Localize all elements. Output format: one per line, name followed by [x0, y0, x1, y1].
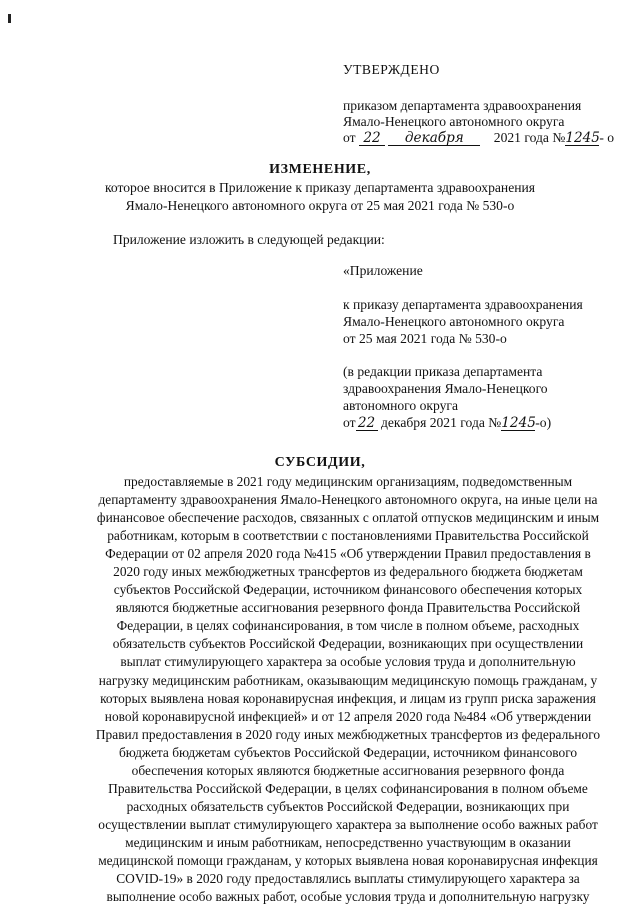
edition-line-1: (в редакции приказа департамента	[343, 364, 543, 379]
edition-date-line	[343, 415, 551, 431]
body-line: обязательств субъектов Российской Федерации, возникающих при осуществлении	[112, 636, 584, 652]
amendment-line-1: которое вносится в Приложение к приказу департамента здравоохранения	[104, 180, 536, 195]
body-line: бюджета бюджетам субъектов Российской Федерации, источником финансового	[118, 744, 578, 760]
edition-line-3: автономного округа	[343, 398, 459, 413]
edition-suffix: -о)	[535, 415, 552, 430]
edition-number-handwritten: 1245	[501, 415, 536, 431]
body-line: новой коронавирусной инфекцией» и от 12 апреля 2020 года №484 «Об утверждении	[104, 708, 592, 724]
approval-suffix: - о	[599, 130, 615, 145]
body-line: COVID-19» в 2020 году предоставлялись выплаты стимулирующего характера за	[116, 871, 580, 887]
approval-month-handwritten: декабря	[388, 131, 480, 146]
body-line: расходных обязательств субъектов Российской Федерации, возникающих при	[126, 798, 570, 814]
body-line: нагрузку медицинским работникам, оказывающим медицинскую помощь гражданам, у	[98, 672, 598, 688]
scan-mark	[8, 14, 11, 23]
edition-mid: декабря 2021 года №	[380, 415, 502, 430]
approval-title: УТВЕРЖДЕНО	[343, 62, 440, 77]
subsidies-body	[88, 473, 608, 906]
edition-line-2: здравоохранения Ямало-Ненецкого	[343, 381, 548, 396]
approval-line-2: Ямало-Ненецкого автономного округа	[343, 114, 565, 129]
body-line: предоставляемые в 2021 году медицинским организациям, подведомственным	[123, 474, 573, 489]
body-line: являются бюджетные ассигнования резервного фонда Правительства Российской	[115, 600, 581, 616]
approval-date-line	[343, 130, 614, 146]
body-line: осуществлении выплат стимулирующего характера за выполнение особо важных работ	[98, 816, 598, 832]
appendix-line-3: от 25 мая 2021 года № 530-о	[343, 331, 507, 346]
body-line: медицинской помощи гражданам, у которых выявлена новая коронавирусная инфекция	[98, 852, 598, 868]
body-line: выполнение особо важных работ, особые условия труда и дополнительную нагрузку	[106, 889, 590, 905]
amendment-line-2: Ямало-Ненецкого автономного округа от 25 мая 2021 года № 530-о	[125, 198, 515, 213]
body-line: работникам, которым в соответствии с постановлениями Правительства Российской	[107, 528, 589, 544]
body-line: департаменту здравоохранения Ямало-Ненецкого автономного округа, на иные цели на	[98, 492, 598, 508]
body-line: 2020 году иных межбюджетных трансфертов из федерального бюджета бюджетам	[113, 564, 583, 580]
amendment-title: ИЗМЕНЕНИЕ,	[269, 162, 371, 177]
body-line: выплат стимулирующего характера за особые условия труда и дополнительную	[120, 654, 576, 670]
body-line: которых выявлена новая коронавирусная инфекция, и лицам из групп риска заражения	[100, 690, 596, 706]
body-line: Федерации, в целях софинансирования, в том числе в полном объеме, расходных	[116, 618, 580, 634]
body-line: финансовое обеспечение расходов, связанных с оплатой отпусков медицинским и иным	[96, 510, 600, 526]
body-line: Федерации от 02 апреля 2020 года №415 «Об утверждении Правил предоставления в	[105, 546, 591, 562]
appendix-line-1: к приказу департамента здравоохранения	[343, 297, 583, 312]
body-line: субъектов Российской Федерации, источником финансового обеспечения которых	[113, 582, 583, 598]
appendix-line-2: Ямало-Ненецкого автономного округа	[343, 314, 565, 329]
instruction-text: Приложение изложить в следующей редакции:	[113, 232, 385, 247]
body-line: медицинским и иным работникам, непосредственно участвующим в оказании	[125, 834, 571, 850]
approval-day-handwritten: 22	[359, 131, 385, 146]
approval-line-1: приказом департамента здравоохранения	[343, 98, 582, 113]
subsidies-title: СУБСИДИИ,	[274, 455, 366, 470]
body-line: Правительства Российской Федерации, в целях софинансирования в полном объеме	[108, 780, 588, 796]
body-line: обеспечения которых являются бюджетные ассигнования резервного фонда	[131, 762, 565, 778]
body-line: Правил предоставления в 2020 году иных межбюджетных трансфертов из федерального	[95, 726, 601, 742]
approval-number-handwritten: 1245	[565, 130, 600, 146]
approval-year: 2021 года №	[493, 130, 566, 145]
edition-day-handwritten: 22	[356, 416, 378, 431]
appendix-title: «Приложение	[343, 263, 423, 278]
approval-from: от	[343, 130, 356, 145]
edition-from: от	[343, 415, 356, 430]
